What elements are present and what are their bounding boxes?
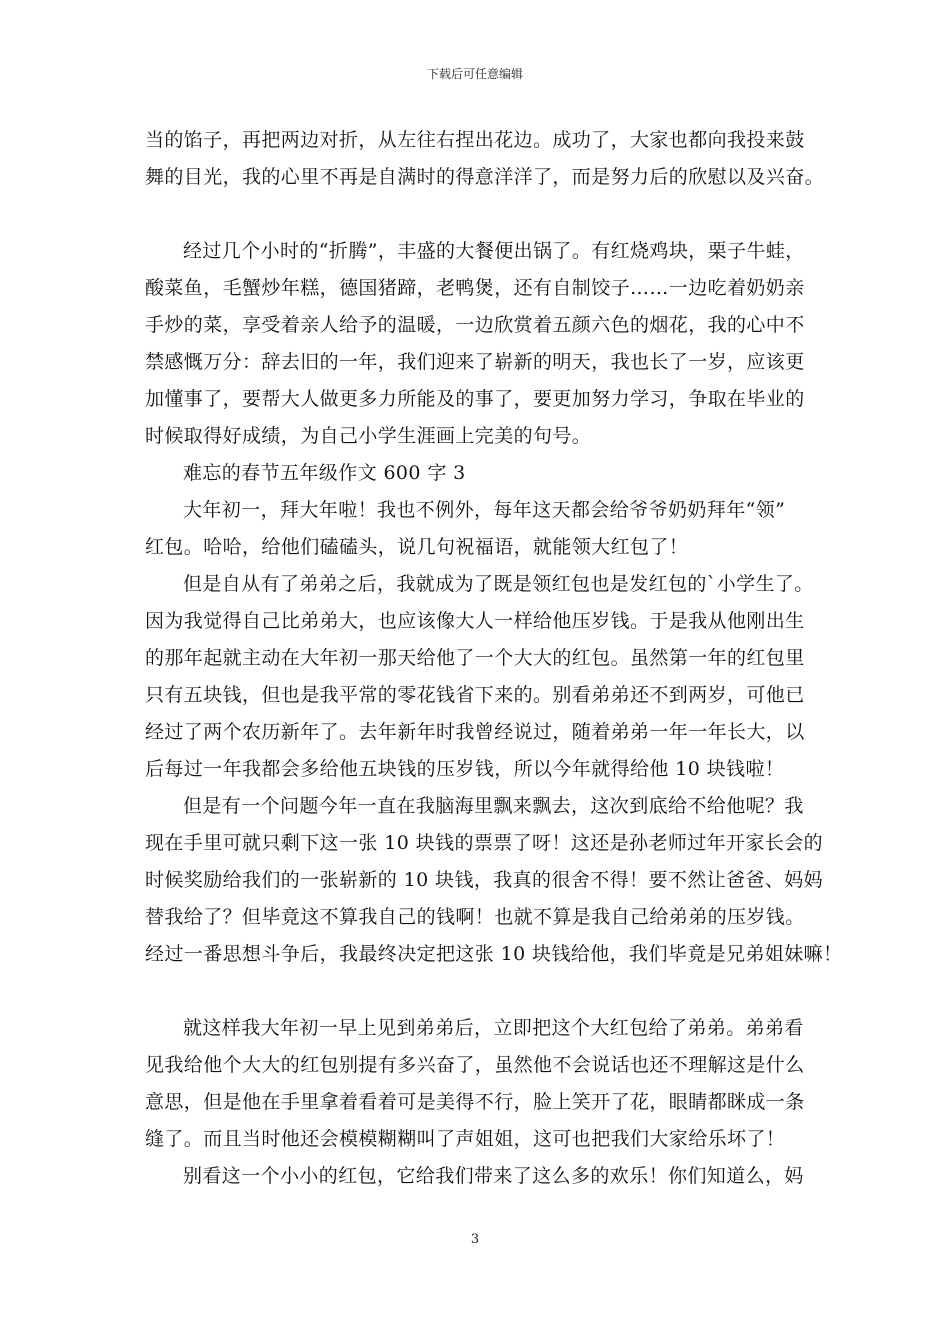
text-line: 舞的目光，我的心里不再是自满时的得意洋洋了，而是努力后的欣慰以及兴奋。	[145, 166, 825, 188]
text-line: 现在手里可就只剩下这一张 10 块钱的票票了呀！这还是孙老师过年开家长会的	[145, 832, 824, 854]
paragraph-spacer	[145, 973, 809, 1010]
text-line: 加懂事了，要帮大人做更多力所能及的事了，要更加努力学习，争取在毕业的	[145, 388, 805, 410]
paragraph-7	[145, 1158, 809, 1195]
text-line: 经过几个小时的“折腾”，丰盛的大餐便出锅了。有红烧鸡块，栗子牛蛙，	[183, 240, 805, 262]
text-line: 只有五块钱，但也是我平常的零花钱省下来的。别看弟弟还不到两岁，可他已	[145, 684, 805, 706]
text-line: 但是有一个问题今年一直在我脑海里飘来飘去，这次到底给不给他呢？我	[183, 795, 804, 817]
text-line: 的那年起就主动在大年初一那天给他了一个大大的红包。虽然第一年的红包里	[145, 647, 805, 669]
paragraph-2	[145, 233, 809, 455]
text-line: 红包。哈哈，给他们磕磕头，说几句祝福语，就能领大红包了！	[145, 536, 689, 558]
document-body	[145, 122, 843, 1195]
page-number: 3	[470, 1232, 480, 1247]
text-line: 禁感慨万分：辞去旧的一年，我们迎来了崭新的明天，我也长了一岁，应该更	[145, 351, 805, 373]
text-line: 但是自从有了弟弟之后，我就成为了既是领红包也是发红包的`小学生了。	[183, 573, 814, 595]
text-line: 意思，但是他在手里拿着看着可是美得不行，脸上笑开了花，眼睛都眯成一条	[145, 1091, 805, 1113]
text-line: 大年初一，拜大年啦！我也不例外，每年这天都会给爷爷奶奶拜年“领”	[183, 499, 786, 521]
text-line: 后每过一年我都会多给他五块钱的压岁钱，所以今年就得给他 10 块钱啦！	[145, 758, 785, 780]
text-line: 酸菜鱼，毛蟹炒年糕，德国猪蹄，老鸭煲，还有自制饺子……一边吃着奶奶亲	[145, 277, 805, 299]
text-line: 手炒的菜，享受着亲人给予的温暖，一边欣赏着五颜六色的烟花，我的心中不	[145, 314, 805, 336]
text-line: 时候奖励给我们的一张崭新的 10 块钱，我真的很舍不得！要不然让爸爸、妈妈	[145, 869, 824, 891]
paragraph-6	[145, 1010, 809, 1158]
paragraph-4	[145, 566, 814, 788]
text-line: 经过一番思想斗争后，我最终决定把这张 10 块钱给他，我们毕竟是兄弟姐妹嘛！	[145, 943, 843, 965]
text-line: 因为我觉得自己比弟弟大，也应该像大人一样给他压岁钱。于是我从他刚出生	[145, 610, 805, 632]
text-line: 当的馅子，再把两边对折，从左往右捏出花边。成功了，大家也都向我投来鼓	[145, 129, 805, 151]
text-line: 经过了两个农历新年了。去年新年时我曾经说过，随着弟弟一年一年长大，以	[145, 721, 805, 743]
text-line: 缝了。而且当时他还会模模糊糊叫了声姐姐，这可也把我们大家给乐坏了！	[145, 1128, 786, 1150]
paragraph-spacer	[145, 196, 809, 233]
section-title: 难忘的春节五年级作文 600 字 3	[183, 462, 466, 484]
text-line: 别看这一个小小的红包，它给我们带来了这么多的欢乐！你们知道么，妈	[183, 1165, 804, 1187]
page-header: 下载后可任意编辑	[426, 67, 523, 81]
text-line: 见我给他个大大的红包别提有多兴奋了，虽然他不会说话也还不理解这是什么	[145, 1054, 805, 1076]
text-line: 就这样我大年初一早上见到弟弟后，立即把这个大红包给了弟弟。弟弟看	[183, 1017, 804, 1039]
paragraph-3	[145, 492, 809, 566]
paragraph-1	[145, 122, 825, 196]
paragraph-5	[145, 788, 843, 973]
text-line: 替我给了？但毕竟这不算我自己的钱啊！也就不算是我自己给弟弟的压岁钱。	[145, 906, 805, 928]
text-line: 时候取得好成绩，为自己小学生涯画上完美的句号。	[145, 425, 592, 447]
